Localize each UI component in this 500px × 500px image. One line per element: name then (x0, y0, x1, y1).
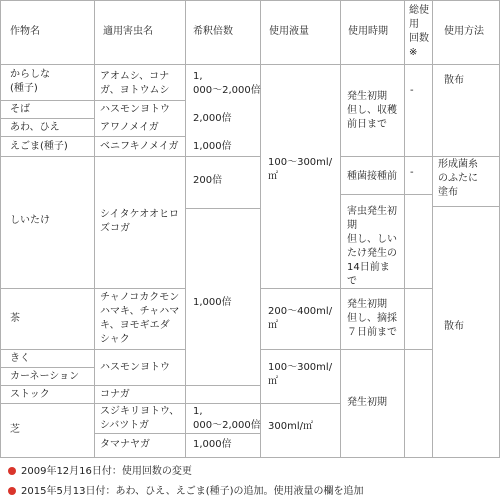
table-rule (0, 288, 185, 289)
dilution-shiitake-top: 200倍 (193, 175, 223, 186)
table-rule (0, 457, 500, 458)
liquid-cha: 200～400ml/ ㎡ (268, 306, 333, 331)
dilution-shiba-2: 1,000倍 (193, 439, 232, 450)
table-rule (0, 64, 500, 65)
liquid-kiku: 100～300ml/ ㎡ (268, 362, 333, 387)
liquid-main: 100～300ml/ ㎡ (268, 157, 333, 182)
note-text: 2015年5月13日付：あわ、ひえ、えごま(種子)の追加。使用液量の欄を追加 (21, 486, 364, 497)
crop-awa: あわ、ひえ (10, 122, 60, 133)
crop-karashina: からしな (種子) (10, 69, 50, 94)
timing-cha: 発生初期 但し、摘採 ７日前まで (347, 299, 397, 338)
liquid-shiba: 300ml/㎡ (268, 421, 313, 432)
dilution-shiba-1: 1, 000～2,000倍 (193, 406, 261, 431)
note-item (8, 482, 364, 497)
table-rule (0, 0, 1, 458)
count-first: - (410, 85, 414, 96)
method-spray-2: 散布 (444, 321, 464, 332)
header-crop: 作物名 (10, 26, 40, 37)
note-text: 2009年12月16日付：使用回数の変更 (21, 466, 192, 477)
note-item (8, 462, 192, 477)
table-rule (260, 288, 432, 289)
dilution-egoma: 1,000倍 (193, 141, 232, 152)
header-dilution: 希釈倍数 (193, 26, 233, 37)
table-rule (0, 156, 260, 157)
table-rule (340, 0, 341, 458)
pest-kiku-carnation: ハスモンヨトウ (100, 362, 170, 373)
crop-shiba: 芝 (10, 424, 20, 435)
pest-shiba-2: タマナヤガ (100, 439, 150, 450)
count-shiitake: - (410, 167, 414, 178)
table-rule (340, 194, 432, 195)
pest-karashina: アオムシ、コナ ガ、ヨトウムシ (100, 71, 170, 96)
table-rule (0, 100, 185, 101)
timing-kiku: 発生初期 (347, 397, 387, 408)
pest-cha: チャノコカクモン ハマキ、チャハマ キ、ヨモギエダ シャク (100, 292, 180, 345)
crop-kiku: きく (10, 353, 30, 364)
table-rule (0, 118, 94, 119)
pest-stock: コナガ (100, 389, 130, 400)
table-rule (0, 367, 94, 368)
pest-shiba-1: スジキリヨトウ、 シバツトガ (100, 406, 180, 431)
table-rule (94, 0, 95, 458)
timing-karashina: 発生初期 但し、収穫 前日まで (347, 91, 397, 130)
dilution-soba-awa: 2,000倍 (193, 113, 232, 124)
table-rule (432, 0, 433, 458)
method-spray-1: 散布 (444, 75, 464, 86)
table-rule (260, 0, 261, 458)
crop-egoma: えごま(種子) (10, 141, 68, 152)
table-rule (185, 208, 260, 209)
dilution-karashina: 1, 000～2,000倍 (193, 71, 261, 96)
header-liquid: 使用液量 (269, 26, 309, 37)
header-pest: 適用害虫名 (103, 26, 153, 37)
crop-carnation: カーネーション (10, 371, 80, 382)
timing-shiitake-1: 種菌接種前 (347, 171, 397, 182)
header-timing: 使用時期 (348, 26, 388, 37)
bullet-icon (8, 467, 16, 475)
pest-egoma: ベニフキノメイガ (100, 141, 179, 152)
table-rule (432, 206, 500, 207)
timing-shiitake-2: 害虫発生初 期 但し、しい たけ発生の 14日前ま で (347, 206, 397, 287)
table-rule (0, 403, 260, 404)
header-count: 総使 用 回数 ※ (409, 5, 429, 58)
table-rule (340, 156, 500, 157)
crop-stock: ストック (10, 389, 50, 400)
table-rule (0, 385, 260, 386)
table-rule (94, 433, 260, 434)
table-rule (0, 349, 185, 350)
method-shiitake: 形成菌糸 のふたに 塗布 (438, 159, 478, 198)
pest-soba: ハスモンヨトウ (100, 104, 170, 115)
crop-shiitake: しいたけ (10, 215, 50, 226)
header-method: 使用方法 (444, 26, 484, 37)
pest-awa: アワノメイガ (100, 122, 159, 133)
table-rule (260, 349, 432, 350)
pest-shiitake: シイタケオオヒロ ズコガ (100, 209, 179, 234)
table-rule (185, 0, 186, 458)
crop-soba: そば (10, 104, 30, 115)
dilution-main: 1,000倍 (193, 297, 232, 308)
table-rule (260, 403, 340, 404)
crop-cha: 茶 (10, 313, 20, 324)
table-rule (0, 136, 185, 137)
bullet-icon (8, 487, 16, 495)
table-rule (0, 0, 500, 1)
table-rule (404, 0, 405, 458)
